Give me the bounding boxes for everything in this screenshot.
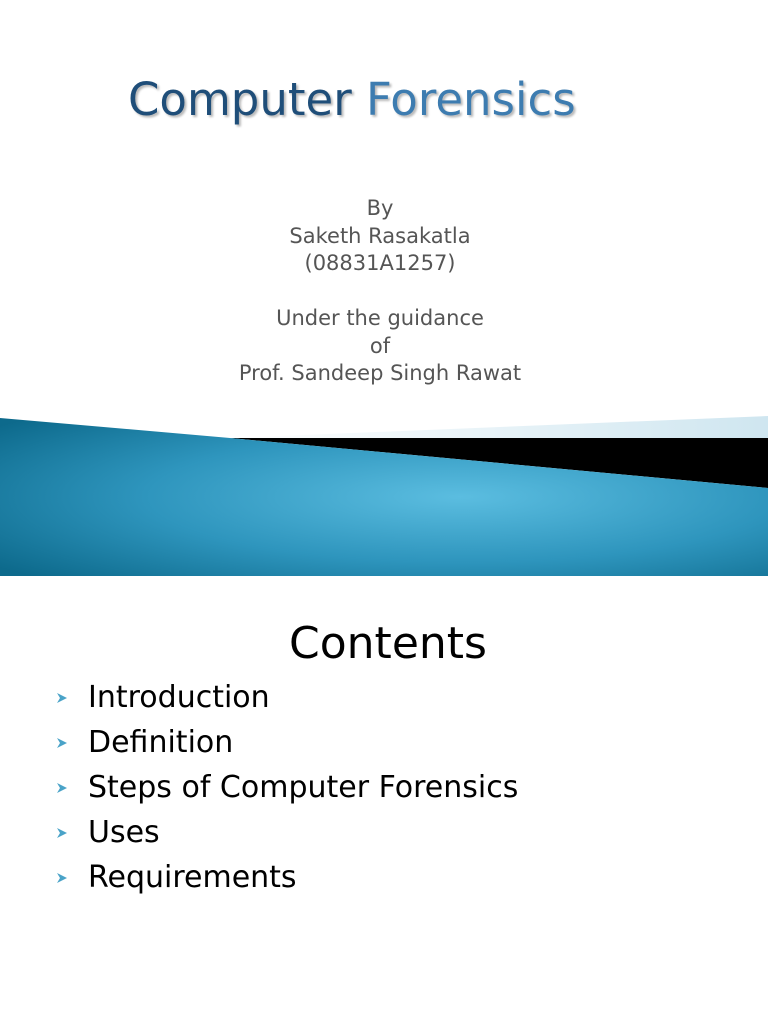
chevron-right-icon xyxy=(56,872,88,884)
list-item-steps xyxy=(56,765,518,810)
subtitle-by: By xyxy=(366,196,394,220)
guidance-label: Under the guidance xyxy=(276,306,484,330)
swoosh-pale-band xyxy=(230,416,768,438)
chevron-right-icon xyxy=(56,782,88,794)
list-item-label: Steps of Computer Forensics xyxy=(88,770,519,805)
list-item-label: Introduction xyxy=(88,680,270,715)
list-item-requirements xyxy=(56,855,518,900)
list-item-label: Definition xyxy=(88,725,234,760)
list-item-introduction xyxy=(56,675,518,720)
slide-title xyxy=(0,70,768,130)
list-item-uses xyxy=(56,810,518,855)
title-word-forensics: Forensics xyxy=(366,73,576,126)
chevron-right-icon xyxy=(56,737,88,749)
list-item-label: Requirements xyxy=(88,860,297,895)
contents-list xyxy=(56,675,518,900)
list-item-label: Uses xyxy=(88,815,160,850)
guidance-of: of xyxy=(369,333,391,358)
title-word-computer: Computer xyxy=(128,73,352,126)
guide-name: Prof. Sandeep Singh Rawat xyxy=(238,361,522,385)
chevron-right-icon xyxy=(56,692,88,704)
list-item-definition xyxy=(56,720,518,765)
roll-number: (08831A1257) xyxy=(304,251,456,275)
author-name: Saketh Rasakatla xyxy=(289,223,471,248)
decorative-swoosh xyxy=(0,410,768,576)
subtitle-block xyxy=(0,195,760,388)
chevron-right-icon xyxy=(56,827,88,839)
subtitle-spacer xyxy=(0,278,760,306)
contents-heading: Contents xyxy=(289,618,487,669)
contents-slide xyxy=(0,576,768,1024)
